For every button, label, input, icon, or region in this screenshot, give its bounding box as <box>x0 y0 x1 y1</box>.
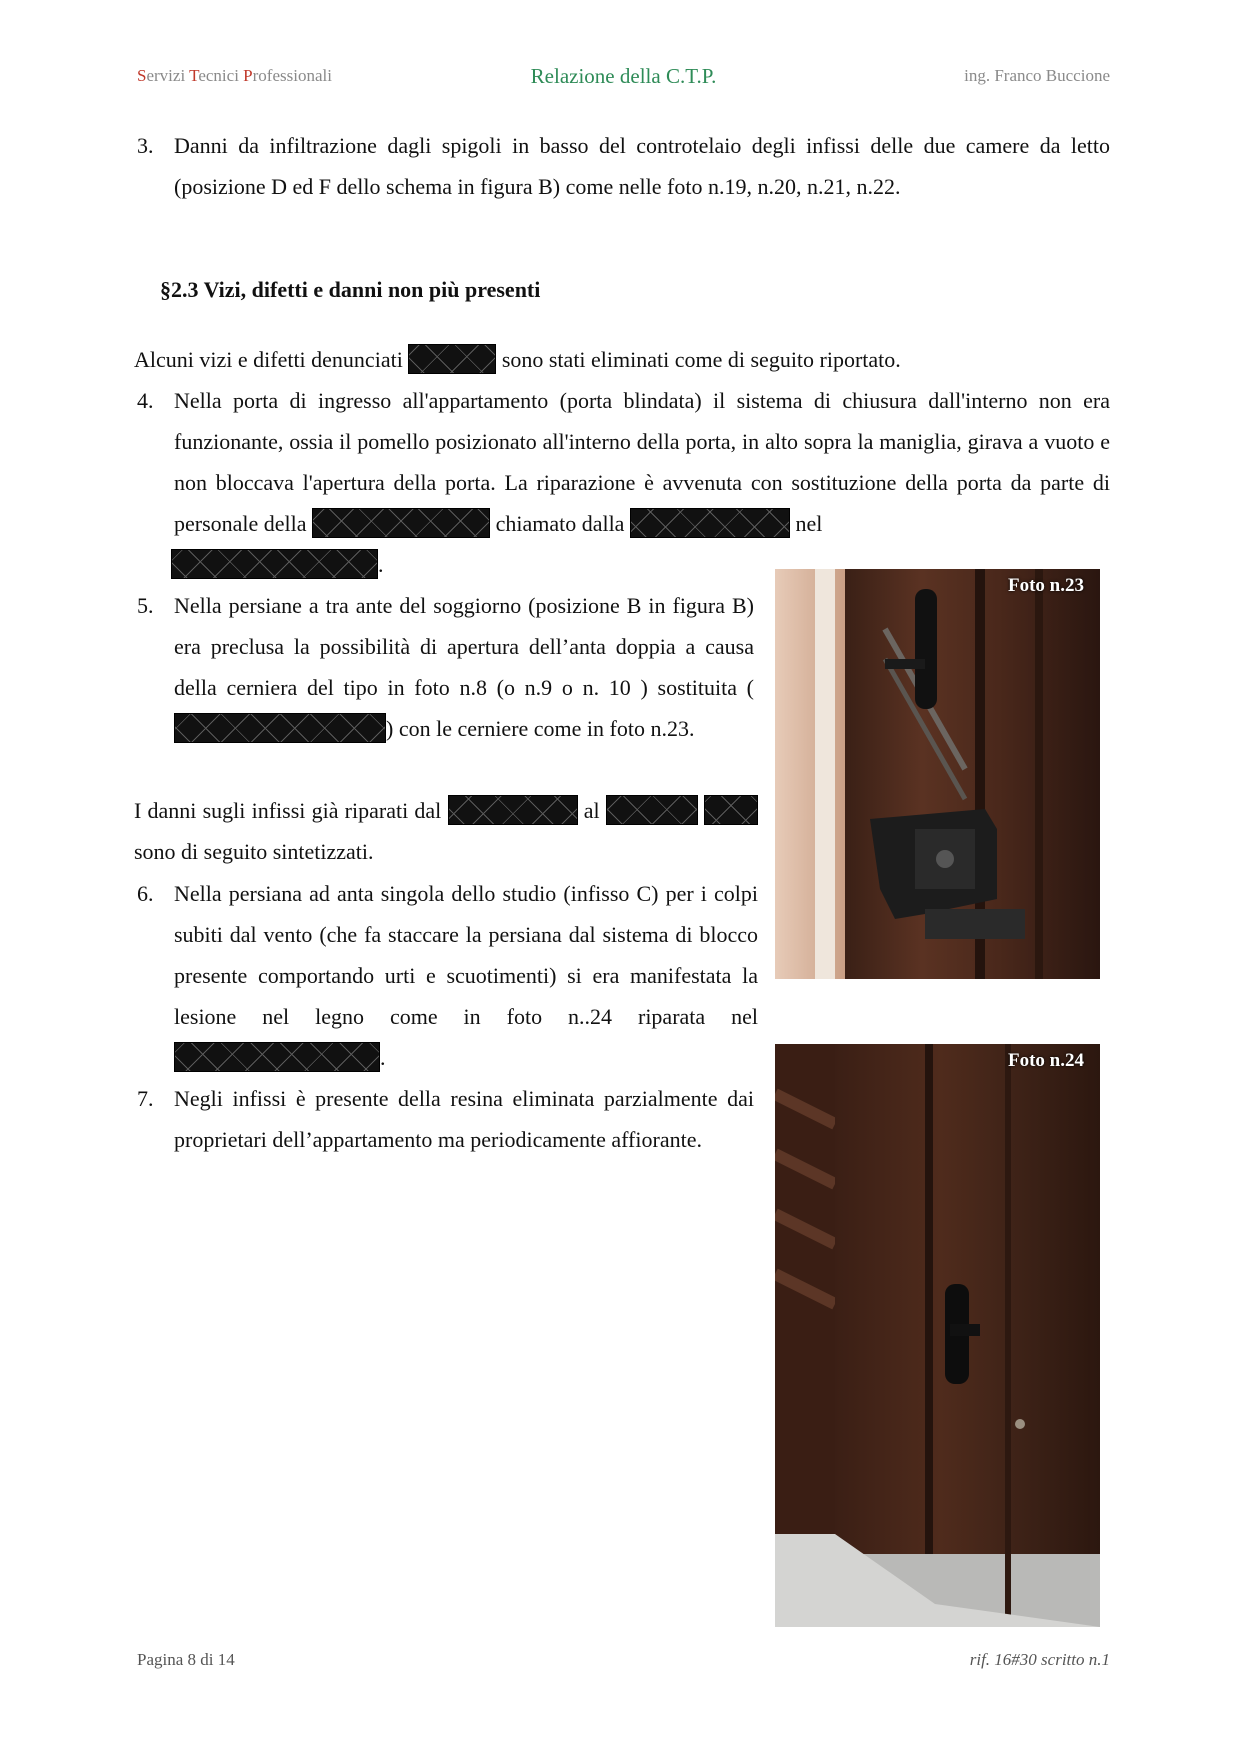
page-header <box>137 66 1110 94</box>
list-item-number: 5. <box>137 593 154 618</box>
photo-23-label: Foto n.23 <box>1008 575 1084 596</box>
list-item-text <box>174 585 754 749</box>
item6-text-part1: Nella persiana ad anta singola dello studio (infisso C) per i colpi subiti dal vento (che fa staccare la persiana dal sistema di blocco presente comportando urti e scuotimenti) si era manifestata la lesione nel legno come in foto n..24 riparata nel <box>174 881 758 1029</box>
list-item-number: 3. <box>137 133 154 158</box>
list-item-number: 7. <box>137 1086 154 1111</box>
photo-23 <box>775 569 1100 979</box>
item5-text-part1: Nella persiane a tra ante del soggiorno (posizione B in figura B) era preclusa la possibilità di apertura dell’anta doppia a causa della cerniera del tipo in foto n.8 (o n.9 o n. 10 ) sostituita ( <box>174 593 754 700</box>
item6-text-part2: . <box>380 1045 386 1070</box>
list-item-5 <box>137 585 754 790</box>
brand-initial-s: S <box>137 66 147 85</box>
item4-text-part3: nel <box>795 511 823 536</box>
intro-text-end: sono stati eliminati come di seguito riportato. <box>501 347 901 372</box>
brand-initial-t: T <box>189 66 199 85</box>
redaction-block <box>174 713 386 743</box>
brand-initial-p: P <box>243 66 253 85</box>
transition-text-part2: al <box>583 798 600 823</box>
document-reference: rif. 16#30 scritto n.1 <box>969 1650 1110 1669</box>
brand-word-professionali: rofessionali <box>252 66 332 85</box>
list-item-3 <box>137 125 1110 209</box>
list-item-7 <box>137 1078 754 1203</box>
redaction-block <box>408 344 496 374</box>
list-item-text <box>174 873 758 1078</box>
item4-continuation <box>171 544 384 585</box>
photo-24-image <box>775 1044 1100 1627</box>
redaction-block <box>630 508 790 538</box>
list-item-text: Danni da infiltrazione dagli spigoli in basso del controtelaio degli infissi delle due camere da letto (posizione D ed F dello schema in figura B) come nelle foto n.19, n.20, n.21, n.22. <box>174 133 1110 199</box>
intro-paragraph <box>134 339 1114 380</box>
list-item-text: Negli infissi è presente della resina eliminata parzialmente dai proprietari dell’appartamento ma periodicamente affiorante. <box>174 1086 754 1152</box>
redaction-block <box>312 508 490 538</box>
intro-text-start: Alcuni vizi e difetti denunciati <box>134 347 403 372</box>
redaction-block <box>448 795 578 825</box>
item4-text-part2: chiamato dalla <box>495 511 625 536</box>
section-heading: §2.3 Vizi, difetti e danni non più presenti <box>160 277 541 302</box>
redaction-block <box>704 795 758 825</box>
list-item-text <box>174 380 1110 544</box>
item4-text-part4: . <box>378 552 384 577</box>
transition-text-part3: sono di seguito sintetizzati. <box>134 839 374 864</box>
page-number: Pagina 8 di 14 <box>137 1650 235 1669</box>
brand-word-tecnici: ecnici <box>198 66 244 85</box>
list-item-6 <box>137 873 758 1078</box>
list-item-number: 4. <box>137 388 154 413</box>
document-title: Relazione della C.T.P. <box>530 64 717 88</box>
redaction-block <box>606 795 698 825</box>
brand-word-servizi: ervizi <box>146 66 190 85</box>
transition-paragraph <box>134 790 758 872</box>
list-item-number: 6. <box>137 881 154 906</box>
redaction-block <box>171 549 378 579</box>
redaction-block <box>174 1042 380 1072</box>
photo-24-label: Foto n.24 <box>1008 1050 1084 1071</box>
photo-23-image <box>775 569 1100 979</box>
author-name: ing. Franco Buccione <box>964 66 1110 85</box>
item4-text-part1: Nella porta di ingresso all'appartamento (porta blindata) il sistema di chiusura dall'interno non era funzionante, ossia il pomello posizionato all'interno della porta, in alto sopra la maniglia, girava a vuoto e non bloccava l'apertura della porta. La riparazione è avvenuta con sostituzione della porta da parte di personale della <box>174 388 1110 536</box>
transition-text-part1: I danni sugli infissi già riparati dal <box>134 798 442 823</box>
photo-24 <box>775 1044 1100 1627</box>
item5-text-part2: ) con le cerniere come in foto n.23. <box>386 716 695 741</box>
